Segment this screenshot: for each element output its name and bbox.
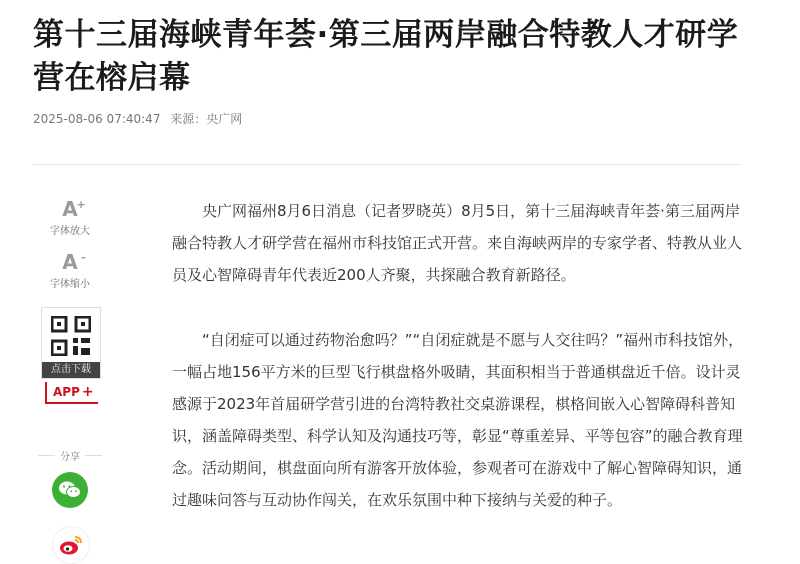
article-title: 第十三届海峡青年荟·第三届两岸融合特教人才研学营在榕启幕 [33, 17, 739, 96]
share-header [38, 448, 102, 463]
title-divider [33, 164, 741, 165]
font-decrease-icon: A - [62, 250, 86, 274]
share-wechat-button[interactable] [52, 472, 88, 508]
article-meta [33, 110, 248, 127]
font-decrease-button[interactable] [40, 251, 100, 290]
font-increase-icon: A + [62, 197, 86, 221]
font-increase-button[interactable] [40, 198, 100, 237]
share-label: 分享 [60, 452, 80, 463]
article-source: 来源：央广网 [170, 112, 243, 126]
article-paragraph-2: “自闭症可以通过药物治愈吗？”“自闭症就是不愿与人交往吗？”福州市科技馆外，一幅占地156平方米的巨型飞行棋盘格外吸睛，其面积相当于普通棋盘近千倍。设计灵感源于2023年首届研学营引进的台湾特教社交桌游课程，棋格间嵌入心智障碍科普知识，涵盖障碍类型、科学认知及沟通技巧等，彰显“尊重差异、平等包容”的融合教育理念。活动期间，棋盘面向所有游客开放体验，参观者可在游戏中了解心智障碍知识，通过趣味问答与互动协作闯关，在欢乐氛围中种下接纳与关爱的种子。 [172, 331, 744, 509]
font-decrease-label: 字体缩小 [50, 279, 90, 290]
qr-download-label: 点击下载 [42, 362, 100, 378]
font-increase-label: 字体放大 [50, 226, 90, 237]
app-plus: + [81, 384, 94, 400]
weibo-icon [58, 534, 84, 556]
app-download-qr[interactable] [41, 307, 101, 379]
qr-code-icon [51, 316, 91, 356]
wechat-icon [58, 480, 82, 500]
app-link[interactable] [45, 382, 98, 404]
app-label: APP [53, 385, 80, 399]
share-weibo-button[interactable] [52, 526, 90, 564]
publish-date: 2025-08-06 07:40:47 [33, 112, 161, 126]
article-paragraph-1: 央广网福州8月6日消息（记者罗晓英）8月5日，第十三届海峡青年荟·第三届两岸融合特教人才研学营在福州市科技馆正式开营。来自海峡两岸的专家学者、特教从业人员及心智障碍青年代表近200人齐聚，共探融合教育新路径。 [172, 202, 743, 284]
